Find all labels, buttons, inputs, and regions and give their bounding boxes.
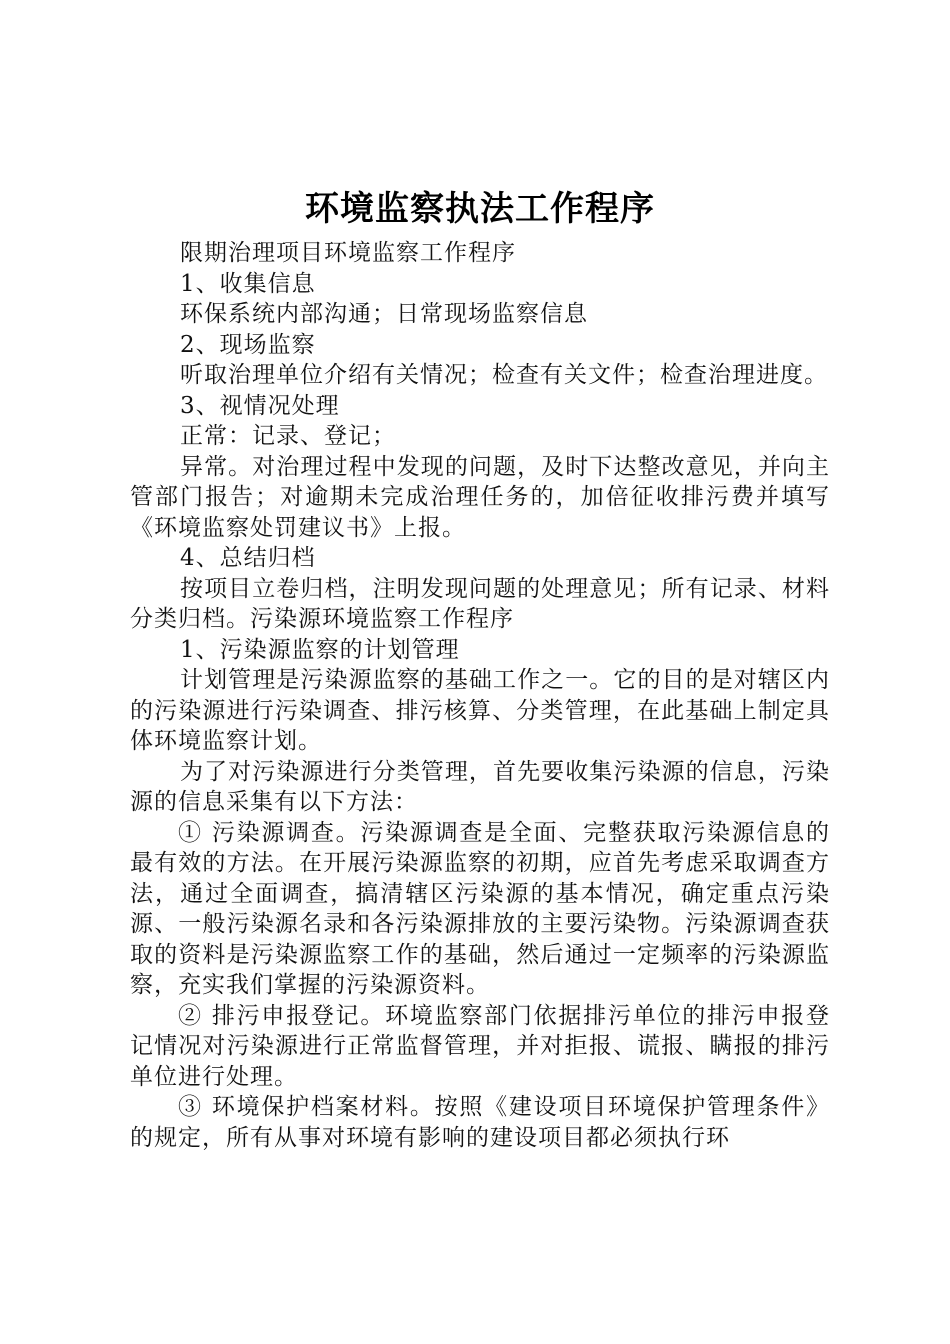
paragraph-method-declaration: ② 排污申报登记。环境监察部门依据排污单位的排污申报登记情况对污染源进行正常监督管理，并对拒报、谎报、瞒报的排污单位进行处理。	[130, 1002, 830, 1090]
paragraph-info-collection: 为了对污染源进行分类管理，首先要收集污染源的信息，污染源的信息采集有以下方法：	[130, 758, 830, 815]
paragraph-plan-management: 1、污染源监察的计划管理	[180, 636, 460, 663]
paragraph-inspect-detail: 听取治理单位介绍有关情况；检查有关文件；检查治理进度。	[180, 362, 828, 388]
paragraph-method-survey: ① 污染源调查。污染源调查是全面、完整获取污染源信息的最有效的方法。在开展污染源监察的初期，应首先考虑采取调查方法，通过全面调查，搞清辖区污染源的基本情况，确定重点污染源、一般污染源名录和各污染源排放的主要污染物。污染源调查获取的资料是污染源监察工作的基础，然后通过一定频率的污染源监察，充实我们掌握的污染源资料。	[130, 819, 830, 998]
paragraph-archive-detail: 按项目立卷归档，注明发现问题的处理意见；所有记录、材料分类归档。污染源环境监察工作程序	[130, 575, 830, 632]
paragraph-step-handle: 3、视情况处理	[180, 392, 340, 419]
paragraph-plan-detail: 计划管理是污染源监察的基础工作之一。它的目的是对辖区内的污染源进行污染调查、排污核算、分类管理，在此基础上制定具体环境监察计划。	[130, 667, 830, 754]
paragraph-step-archive: 4、总结归档	[180, 545, 316, 571]
document-title: 环境监察执法工作程序	[305, 189, 655, 229]
paragraph-abnormal-case: 异常。对治理过程中发现的问题，及时下达整改意见，并向主管部门报告；对逾期未完成治理任务的，加倍征收排污费并填写《环境监察处罚建议书》上报。	[130, 453, 830, 541]
paragraph-collect-detail: 环保系统内部沟通；日常现场监察信息	[180, 301, 588, 327]
paragraph-method-archives: ③ 环境保护档案材料。按照《建设项目环境保护管理条件》的规定，所有从事对环境有影响的建设项目都必须执行环	[130, 1094, 830, 1151]
paragraph-step-collect: 1、收集信息	[180, 270, 316, 297]
document-page	[130, 186, 830, 1153]
paragraph-step-inspect: 2、现场监察	[180, 331, 316, 358]
paragraph-normal-case: 正常：记录、登记；	[180, 423, 396, 449]
paragraph-heading-1: 限期治理项目环境监察工作程序	[180, 240, 516, 266]
